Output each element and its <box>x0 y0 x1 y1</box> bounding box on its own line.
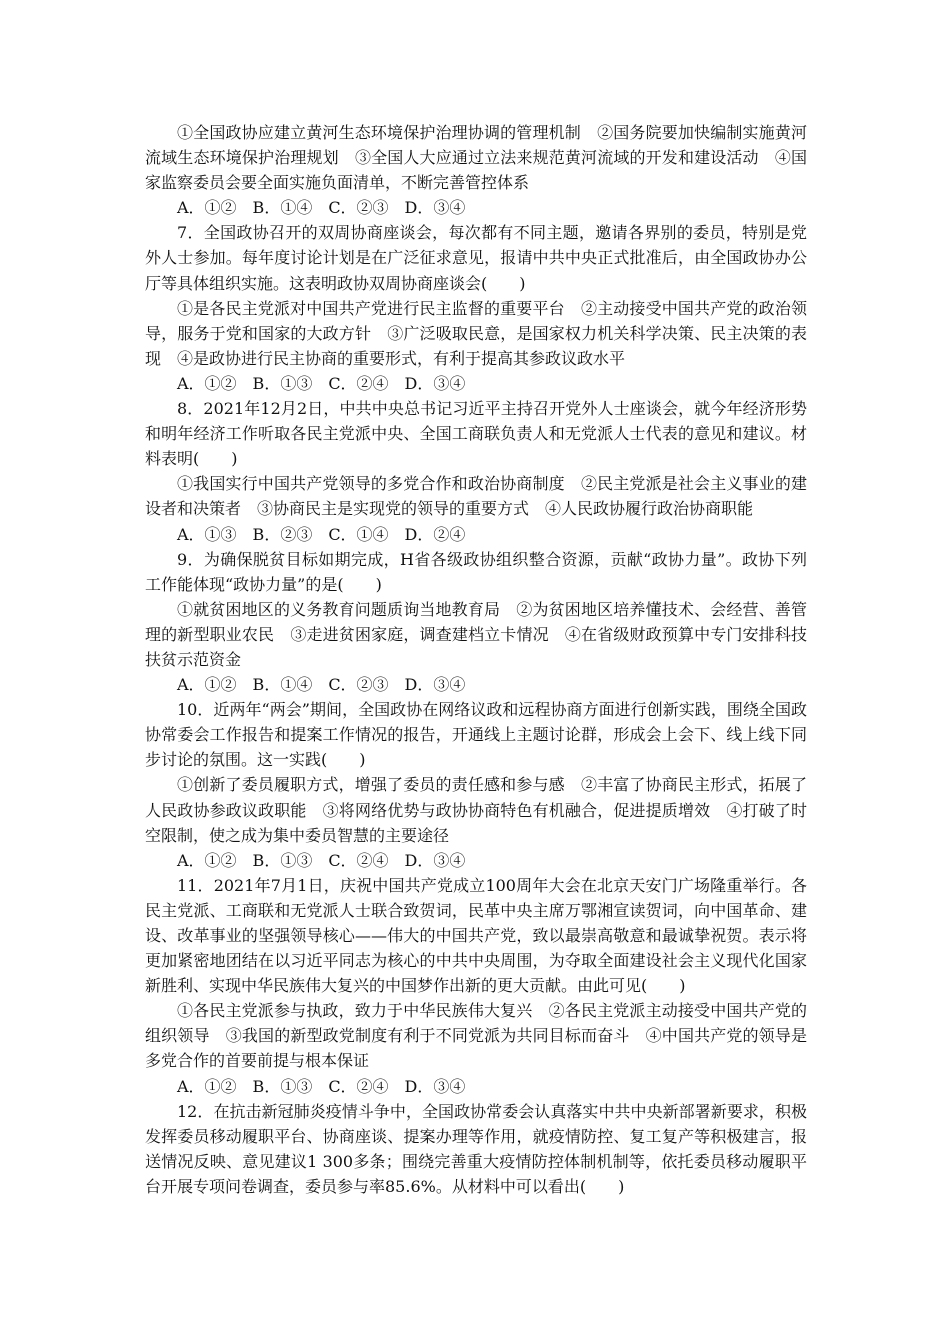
q11-options: A．①② B．①③ C．②④ D．③④ <box>177 1076 466 1096</box>
q10-stem: 10．近两年“两会”期间，全国政协在网络议政和远程协商方面进行创新实践，围绕全国政协常委会工作报告和提案工作情况的报告，开通线上主题讨论群，形成会上会下、线上线下同步讨论的氛围。这一实践( ) <box>145 700 807 770</box>
document-page <box>145 120 807 1199</box>
q7-stem: 7．全国政协召开的双周协商座谈会，每次都有不同主题，邀请各界别的委员，特别是党外人士参加。每年度讨论计划是在广泛征求意见，报请中共中央正式批准后，由全国政协办公厅等具体组织实施。这表明政协双周协商座谈会( ) <box>145 223 807 293</box>
q11-stem: 11．2021年7月1日，庆祝中国共产党成立100周年大会在北京天安门广场隆重举行。各民主党派、工商联和无党派人士联合致贺词，民革中央主席万鄂湘宣读贺词，向中国革命、建设、改革事业的坚强领导核心——伟大的中国共产党，致以最崇高敬意和最诚挚祝贺。表示将更加紧密地团结在以习近平同志为核心的中共中央周围，为夺取全面建设社会主义现代化国家新胜利、实现中华民族伟大复兴的中国梦作出新的更大贡献。由此可见( ) <box>145 875 807 996</box>
q11-statements: ①各民主党派参与执政，致力于中华民族伟大复兴 ②各民主党派主动接受中国共产党的组织领导 ③我国的新型政党制度有利于不同党派为共同目标而奋斗 ④中国共产党的领导是多党合作的首要前提与根本保证 <box>145 1001 807 1071</box>
q8-statements: ①我国实行中国共产党领导的多党合作和政治协商制度 ②民主党派是社会主义事业的建设者和决策者 ③协商民主是实现党的领导的重要方式 ④人民政协履行政治协商职能 <box>145 474 807 519</box>
q9-options: A．①② B．①④ C．②③ D．③④ <box>177 675 466 695</box>
q7-statements: ①是各民主党派对中国共产党进行民主监督的重要平台 ②主动接受中国共产党的政治领导，服务于党和国家的大政方针 ③广泛吸取民意，是国家权力机关科学决策、民主决策的表现 ④是政协进行民主协商的重要形式，有利于提高其参政议政水平 <box>145 298 807 368</box>
q10-options: A．①② B．①③ C．②④ D．③④ <box>177 850 466 870</box>
q6-options: A．①② B．①④ C．②③ D．③④ <box>177 198 466 218</box>
q7-options: A．①② B．①③ C．②④ D．③④ <box>177 373 466 393</box>
q12-stem: 12．在抗击新冠肺炎疫情斗争中，全国政协常委会认真落实中共中央新部署新要求，积极发挥委员移动履职平台、协商座谈、提案办理等作用，就疫情防控、复工复产等积极建言，报送情况反映、意见建议1 300多条；围绕完善重大疫情防控体制机制等，依托委员移动履职平台开展专项问卷调查，委员参与率85.6%。从材料中可以看出( ) <box>145 1101 807 1196</box>
q9-stem: 9．为确保脱贫目标如期完成，H省各级政协组织整合资源，贡献“政协力量”。政协下列工作能体现“政协力量”的是( ) <box>145 549 807 594</box>
q8-stem: 8．2021年12月2日，中共中央总书记习近平主持召开党外人士座谈会，就今年经济形势和明年经济工作听取各民主党派中央、全国工商联负责人和无党派人士代表的意见和建议。材料表明( ) <box>145 399 807 469</box>
q6-statements: ①全国政协应建立黄河生态环境保护治理协调的管理机制 ②国务院要加快编制实施黄河流域生态环境保护治理规划 ③全国人大应通过立法来规范黄河流域的开发和建设活动 ④国家监察委员会要全面实施负面清单，不断完善管控体系 <box>145 123 807 193</box>
q10-statements: ①创新了委员履职方式，增强了委员的责任感和参与感 ②丰富了协商民主形式，拓展了人民政协参政议政职能 ③将网络优势与政协协商特色有机融合，促进提质增效 ④打破了时空限制，使之成为集中委员智慧的主要途径 <box>145 775 807 845</box>
q8-options: A．①③ B．②③ C．①④ D．②④ <box>177 524 466 544</box>
q9-statements: ①就贫困地区的义务教育问题质询当地教育局 ②为贫困地区培养懂技术、会经营、善管理的新型职业农民 ③走进贫困家庭，调查建档立卡情况 ④在省级财政预算中专门安排科技扶贫示范资金 <box>145 599 807 669</box>
